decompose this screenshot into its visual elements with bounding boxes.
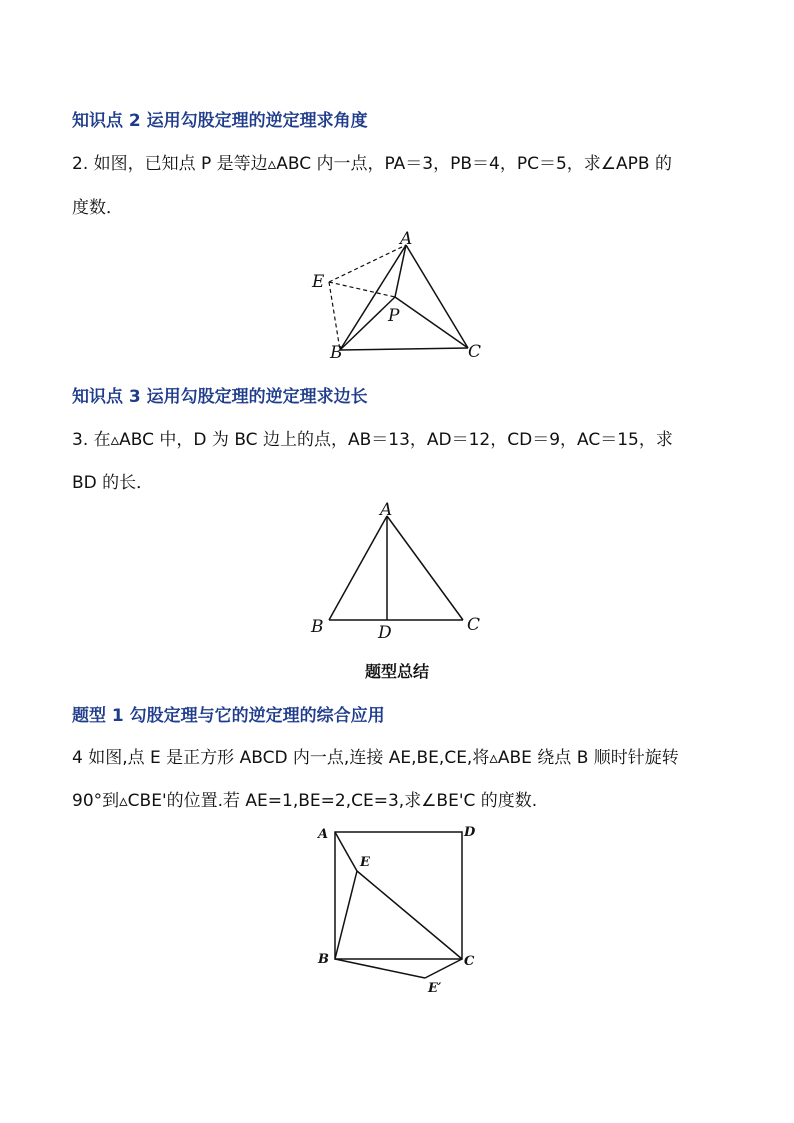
label-a: A (380, 500, 393, 520)
question3-line2: BD 的长． (72, 473, 154, 493)
label-b: B (330, 343, 343, 363)
type1-heading: 题型 1 勾股定理与它的逆定理的综合应用 (72, 706, 385, 726)
label-e: E (360, 855, 370, 870)
question3-line1: 3. 在▵ABC 中，D 为 BC 边上的点，AB＝13，AD＝12，CD＝9，AC＝15，求 (72, 430, 673, 450)
section2-heading: 知识点 2 运用勾股定理的逆定理求角度 (72, 111, 368, 131)
label-c: C (468, 342, 482, 362)
label-p: P (388, 306, 400, 326)
figure-square-rotation (310, 818, 485, 1000)
label-e: E (312, 272, 325, 292)
label-b: B (311, 617, 324, 637)
section3-heading: 知识点 3 运用勾股定理的逆定理求边长 (72, 387, 368, 407)
question4-line2: 90°到▵CBE'的位置.若 AE=1,BE=2,CE=3,求∠BE'C 的度数. (72, 791, 538, 811)
label-d: D (464, 825, 476, 840)
label-b: B (318, 952, 329, 967)
question4-line1: 4 如图,点 E 是正方形 ABCD 内一点,连接 AE,BE,CE,将▵ABE 绕点 B 顺时针旋转 (72, 748, 679, 768)
label-c: C (467, 615, 481, 635)
label-c: C (464, 954, 475, 969)
question2-line2: 度数． (72, 198, 123, 218)
figure-equilateral-triangle (300, 225, 500, 370)
label-a: A (318, 827, 329, 842)
label-d: D (378, 623, 392, 643)
question2-line1: 2. 如图，已知点 P 是等边▵ABC 内一点，PA＝3，PB＝4，PC＝5，求∠APB 的 (72, 154, 672, 174)
summary-title: 题型总结 (364, 662, 429, 681)
label-a: A (400, 229, 413, 249)
figure-triangle-altitude (305, 498, 495, 646)
label-e-prime: E′ (428, 981, 442, 996)
